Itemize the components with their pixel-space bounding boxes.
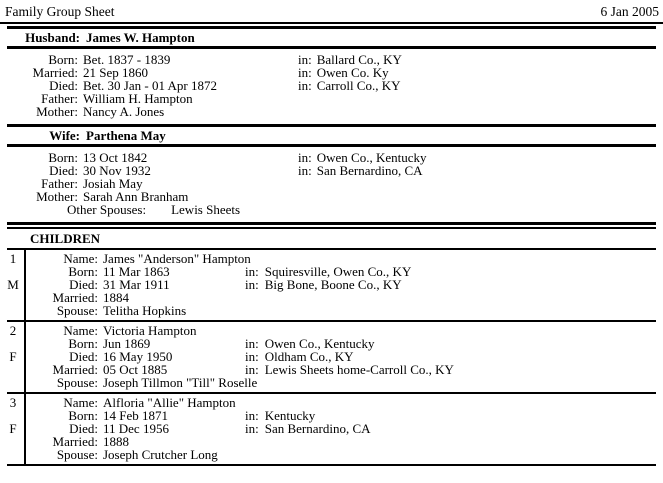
field-label: Died:	[69, 349, 98, 364]
place-cell	[298, 105, 303, 118]
field-value: Joseph Crutcher Long	[103, 447, 218, 462]
child-number: 2	[9, 323, 17, 338]
field-label: Born:	[68, 264, 98, 279]
in-label: in:	[245, 421, 259, 436]
child-number: 3	[9, 395, 17, 410]
in-value: Carroll Co., KY	[316, 78, 401, 93]
field-value: Telitha Hopkins	[103, 303, 187, 318]
field-value: Alfloria "Allie" Hampton	[103, 395, 236, 410]
field-label: Married:	[52, 290, 98, 305]
field-label: Name:	[63, 395, 98, 410]
wife-header	[0, 127, 663, 144]
in-label: in:	[245, 362, 259, 377]
in-label: in:	[245, 349, 259, 364]
in-value: San Bernardino, CA	[316, 163, 423, 178]
field-value: 30 Nov 1932	[83, 163, 151, 178]
field-value: Nancy A. Jones	[83, 104, 165, 119]
in-value: Ballard Co., KY	[316, 52, 402, 67]
field-label: Spouse:	[56, 375, 98, 390]
field-value: 21 Sep 1860	[83, 65, 148, 80]
place-cell	[245, 435, 251, 448]
field-value: 13 Oct 1842	[83, 150, 148, 165]
field-label: Name:	[63, 323, 98, 338]
place-cell	[245, 291, 251, 304]
place-cell	[298, 177, 303, 190]
place-cell	[245, 278, 402, 291]
place-cell	[245, 376, 251, 389]
child-record	[0, 394, 663, 464]
child-gutter	[0, 396, 26, 461]
report-title: Family Group Sheet	[5, 4, 115, 19]
child-sex-label: M	[7, 277, 19, 292]
field-label: Name:	[63, 251, 98, 266]
place-cell	[245, 363, 454, 376]
field-label: Born:	[68, 336, 98, 351]
field-value: Sarah Ann Branham	[83, 189, 189, 204]
child-number: 1	[9, 251, 17, 266]
in-label: in:	[298, 150, 312, 165]
field-label: Father:	[41, 176, 78, 191]
title-bar	[0, 0, 663, 24]
in-value: Owen Co., Kentucky	[316, 150, 427, 165]
field-value: William H. Hampton	[83, 91, 193, 106]
child-record	[0, 250, 663, 320]
field-value: 1884	[103, 290, 129, 305]
husband-details	[0, 49, 663, 124]
field-label: Born:	[48, 150, 78, 165]
child-details	[26, 324, 663, 389]
field-value: Bet. 30 Jan - 01 Apr 1872	[83, 78, 217, 93]
place-cell	[245, 422, 371, 435]
child-details	[26, 396, 663, 461]
child-field-row	[26, 304, 663, 317]
in-value: Kentucky	[264, 408, 316, 423]
place-cell	[245, 448, 251, 461]
child-rows	[26, 396, 663, 461]
child-field-row	[26, 448, 663, 461]
field-label: Born:	[48, 52, 78, 67]
field-value: 31 Mar 1911	[103, 277, 170, 292]
in-label: in:	[245, 336, 259, 351]
child-rows	[26, 324, 663, 389]
in-value: San Bernardino, CA	[264, 421, 371, 436]
field-value: 11 Mar 1863	[103, 264, 170, 279]
wife-name: Parthena May	[86, 128, 166, 143]
husband-label: Husband:	[25, 30, 80, 45]
field-value: Jun 1869	[103, 336, 151, 351]
field-value: Bet. 1837 - 1839	[83, 52, 171, 67]
husband-header	[0, 29, 663, 46]
in-label: in:	[245, 264, 259, 279]
in-label: in:	[245, 408, 259, 423]
in-label: in:	[298, 78, 312, 93]
child-gutter	[0, 252, 26, 317]
other-spouses-row	[0, 203, 663, 216]
children-header: CHILDREN	[30, 231, 101, 246]
field-value: 05 Oct 1885	[103, 362, 168, 377]
field-label: Died:	[49, 163, 78, 178]
other-spouses-label: Other Spouses:	[67, 202, 147, 217]
place-cell	[298, 92, 303, 105]
field-value: James "Anderson" Hampton	[103, 251, 251, 266]
children-list	[0, 250, 663, 466]
field-label: Died:	[49, 78, 78, 93]
field-value: 14 Feb 1871	[103, 408, 168, 423]
in-value: Lewis Sheets home-Carroll Co., KY	[264, 362, 454, 377]
field-label: Father:	[41, 91, 78, 106]
wife-details	[0, 147, 663, 222]
field-label: Mother:	[36, 189, 78, 204]
in-value: Owen Co. Ky	[316, 65, 389, 80]
detail-row	[0, 105, 663, 118]
report-date: 6 Jan 2005	[600, 4, 659, 19]
place-cell	[245, 304, 251, 317]
place-cell	[298, 164, 423, 177]
child-field-row	[26, 376, 663, 389]
in-value: Big Bone, Boone Co., KY	[264, 277, 402, 292]
field-label: Died:	[69, 277, 98, 292]
field-label: Married:	[52, 434, 98, 449]
field-value: 11 Dec 1956	[103, 421, 169, 436]
field-label: Married:	[32, 65, 78, 80]
husband-rows	[0, 53, 663, 118]
in-value: Squiresville, Owen Co., KY	[264, 264, 412, 279]
divider	[7, 222, 656, 229]
field-label: Married:	[52, 362, 98, 377]
other-spouses-value: Lewis Sheets	[171, 202, 241, 217]
field-value: 1888	[103, 434, 129, 449]
in-value: Oldham Co., KY	[264, 349, 354, 364]
in-label: in:	[298, 65, 312, 80]
field-value: Josiah May	[83, 176, 143, 191]
in-label: in:	[298, 52, 312, 67]
field-label: Born:	[68, 408, 98, 423]
field-label: Spouse:	[56, 303, 98, 318]
divider	[7, 464, 656, 466]
wife-label: Wife:	[49, 128, 80, 143]
field-label: Died:	[69, 421, 98, 436]
child-gutter	[0, 324, 26, 389]
field-label: Spouse:	[56, 447, 98, 462]
child-rows	[26, 252, 663, 317]
child-record	[0, 322, 663, 392]
in-value: Owen Co., Kentucky	[264, 336, 375, 351]
wife-rows	[0, 151, 663, 203]
in-label: in:	[298, 163, 312, 178]
place-cell	[298, 190, 303, 203]
in-label: in:	[245, 277, 259, 292]
child-details	[26, 252, 663, 317]
field-label: Mother:	[36, 104, 78, 119]
field-value: Victoria Hampton	[103, 323, 197, 338]
child-sex-label: F	[9, 349, 17, 364]
field-value: Joseph Tillmon "Till" Roselle	[103, 375, 258, 390]
field-value: 16 May 1950	[103, 349, 173, 364]
husband-name: James W. Hampton	[86, 30, 195, 45]
child-sex-label: F	[9, 421, 17, 436]
place-cell	[298, 79, 401, 92]
